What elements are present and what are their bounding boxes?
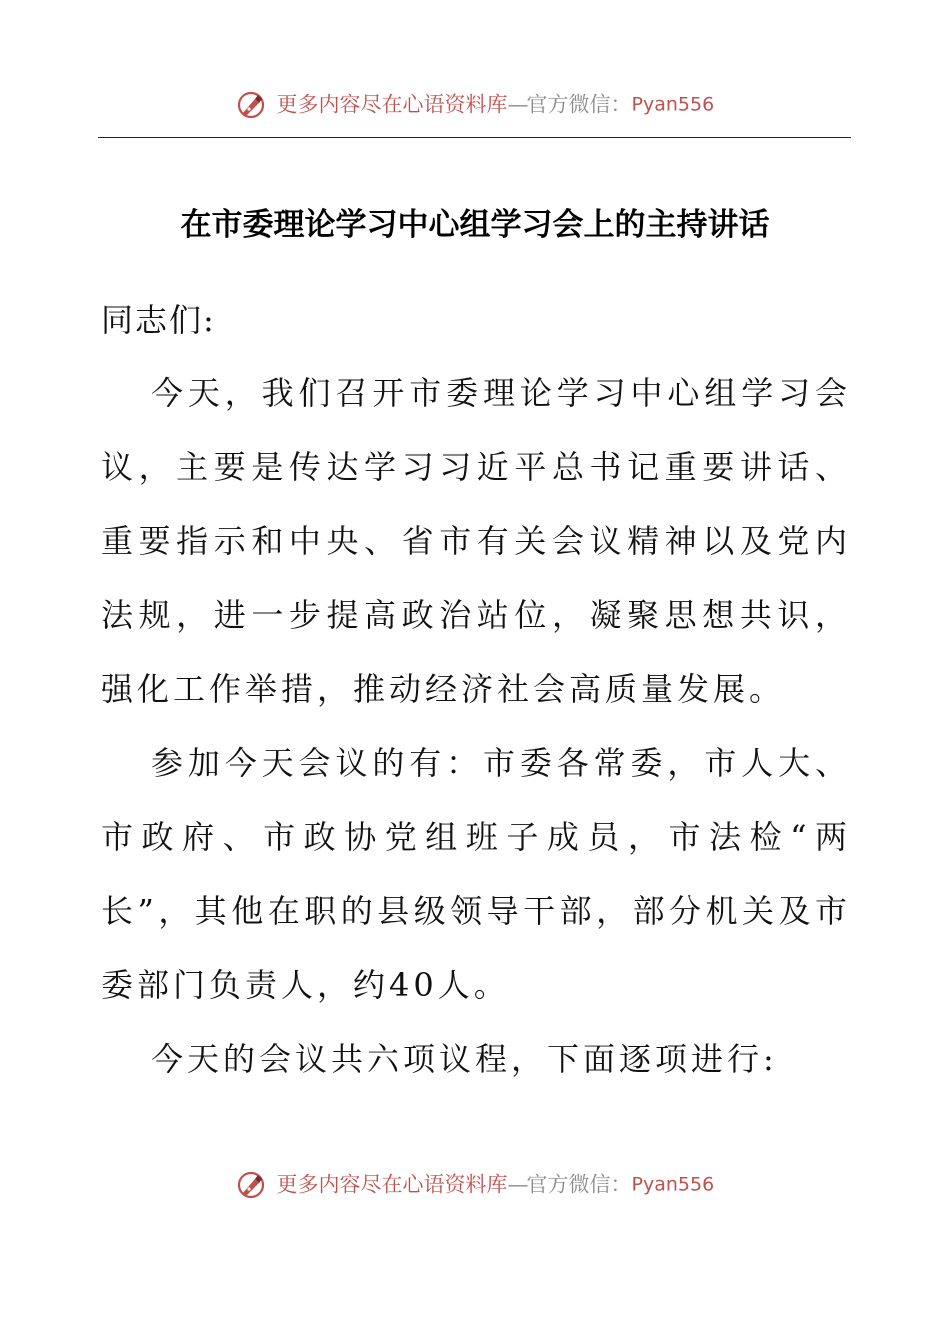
watermark-label: 官方微信： bbox=[526, 1172, 632, 1197]
footer-watermark bbox=[0, 1168, 950, 1200]
watermark-separator: — bbox=[507, 92, 527, 117]
watermark-wechat-id: Pyan556 bbox=[631, 93, 715, 116]
watermark-label: 官方微信： bbox=[526, 92, 632, 117]
header-divider bbox=[98, 137, 851, 138]
paragraph-1: 今天，我们召开市委理论学习中心组学习会议，主要是传达学习习近平总书记重要讲话、重要指示和中央、省市有关会议精神以及党内法规，进一步提高政治站位，凝聚思想共识，强化工作举措，推动经济社会高质量发展。 bbox=[101, 374, 851, 708]
pen-nib-logo-icon bbox=[236, 90, 266, 120]
paragraph-2: 参加今天会议的有：市委各常委，市人大、市政府、市政协党组班子成员，市法检“两长”，其他在职的县级领导干部，部分机关及市委部门负责人，约40人。 bbox=[101, 744, 851, 1004]
pen-nib-logo-icon bbox=[236, 1170, 266, 1200]
header-watermark bbox=[0, 88, 950, 120]
watermark-separator: — bbox=[507, 1172, 527, 1197]
document-title: 在市委理论学习中心组学习会上的主持讲话 bbox=[180, 207, 770, 243]
greeting: 同志们: bbox=[101, 301, 216, 339]
paragraph-3: 今天的会议共六项议程，下面逐项进行: bbox=[151, 1040, 778, 1078]
watermark-text: 更多内容尽在心语资料库 bbox=[276, 92, 508, 117]
watermark-wechat-id: Pyan556 bbox=[631, 1173, 715, 1196]
watermark-text: 更多内容尽在心语资料库 bbox=[276, 1172, 508, 1197]
